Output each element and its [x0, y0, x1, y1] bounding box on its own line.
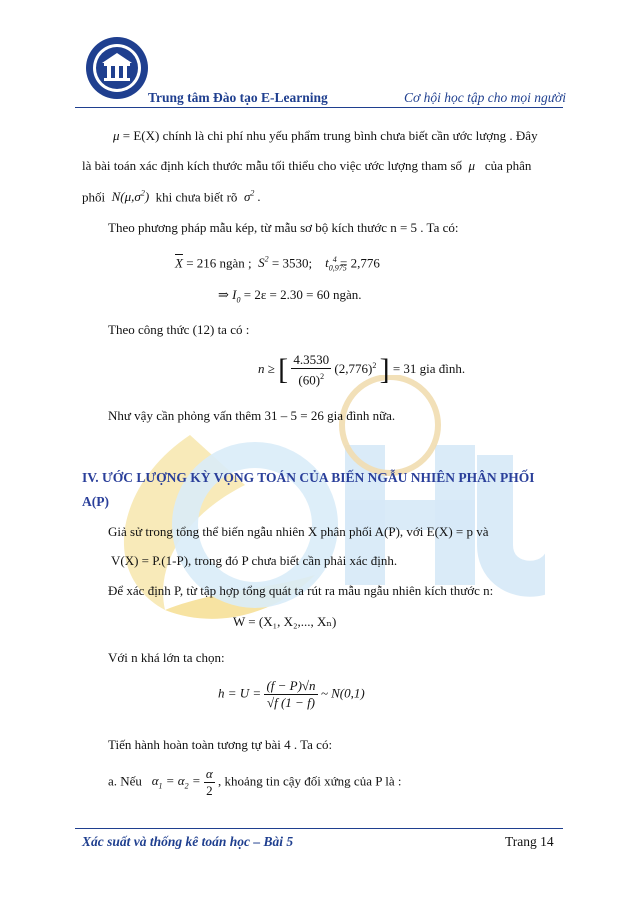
paragraph-10: a. Nếu $\alpha_1 = \alpha_2$ = $\frac{\alpha}{2}$ , khoảng tin cậy đối xứng của P là :	[108, 766, 402, 798]
paragraph-1-line-2: là bài toán xác định kích thước mẫu tối thiểu cho việc ước lượng tham số μ của phân	[82, 158, 532, 173]
equation-statistic: h = U = $\frac{(f - P)√n}{√f (1 - f)}$ ~ N(0,1)	[218, 678, 365, 710]
header-divider	[75, 107, 563, 108]
page-number: Trang 14	[505, 834, 554, 849]
paragraph-1-line-3: phối $N(\mu,\sigma^2)$ khi chưa biết rõ $\sigma^2$ .	[82, 189, 261, 205]
equation-sample-size: n ≥ [ $\frac{4.3530}{(60)^2}$ $(2,776)^2$ ] = 31 gia đình.	[258, 352, 466, 388]
equation-sample-stats: $\overline{X} = 216$ ngàn ; $S^2 = 3530$; $t_{0,975}^4 = 2,776$	[175, 255, 380, 273]
section-heading-line-2: A(P)	[82, 494, 109, 509]
paragraph-4: Như vậy cần phỏng vấn thêm 31 – 5 = 26 gia đình nữa.	[108, 408, 396, 423]
paragraph-2: Theo phương pháp mẫu kép, từ mẫu sơ bộ kích thước n = 5 . Ta có:	[108, 220, 459, 235]
equation-sample-vector: W = (X₁, X₂,..., Xₙ)	[233, 614, 337, 629]
paragraph-6: V(X) = P.(1-P), trong đó P chưa biết cần phải xác định.	[111, 553, 398, 568]
paragraph-9: Tiến hành hoàn toàn tương tự bài 4 . Ta có:	[108, 737, 333, 752]
footer-divider	[75, 828, 563, 829]
footer-title: Xác suất và thống kê toán học – Bài 5	[82, 834, 294, 849]
paragraph-3: Theo công thức (12) ta có :	[108, 322, 250, 337]
header-title: Trung tâm Đào tạo E-Learning	[148, 90, 328, 105]
section-heading-line-1: IV. ƯỚC LƯỢNG KỲ VỌNG TOÁN CỦA BIẾN NGẪU NHIÊN PHÂN PHỐI	[82, 470, 535, 485]
university-logo	[84, 35, 150, 101]
paragraph-8: Với n khá lớn ta chọn:	[108, 650, 225, 665]
university-logo-icon	[84, 35, 150, 101]
equation-interval-length: ⇒ $I_0 = 2\varepsilon = 2.30 = 60$ ngàn.	[218, 287, 362, 305]
paragraph-1-line-1: μ = E(X) chính là chi phí nhu yếu phẩm trung bình chưa biết cần ước lượng . Đây	[113, 128, 538, 143]
header-slogan: Cơ hội học tập cho mọi người	[404, 90, 567, 105]
paragraph-7: Để xác định P, từ tập hợp tổng quát ta rút ra mẫu ngẫu nhiên kích thước n:	[108, 583, 494, 598]
paragraph-5: Giả sử trong tổng thể biến ngẫu nhiên X phân phối A(P), với E(X) = p và	[108, 524, 489, 539]
